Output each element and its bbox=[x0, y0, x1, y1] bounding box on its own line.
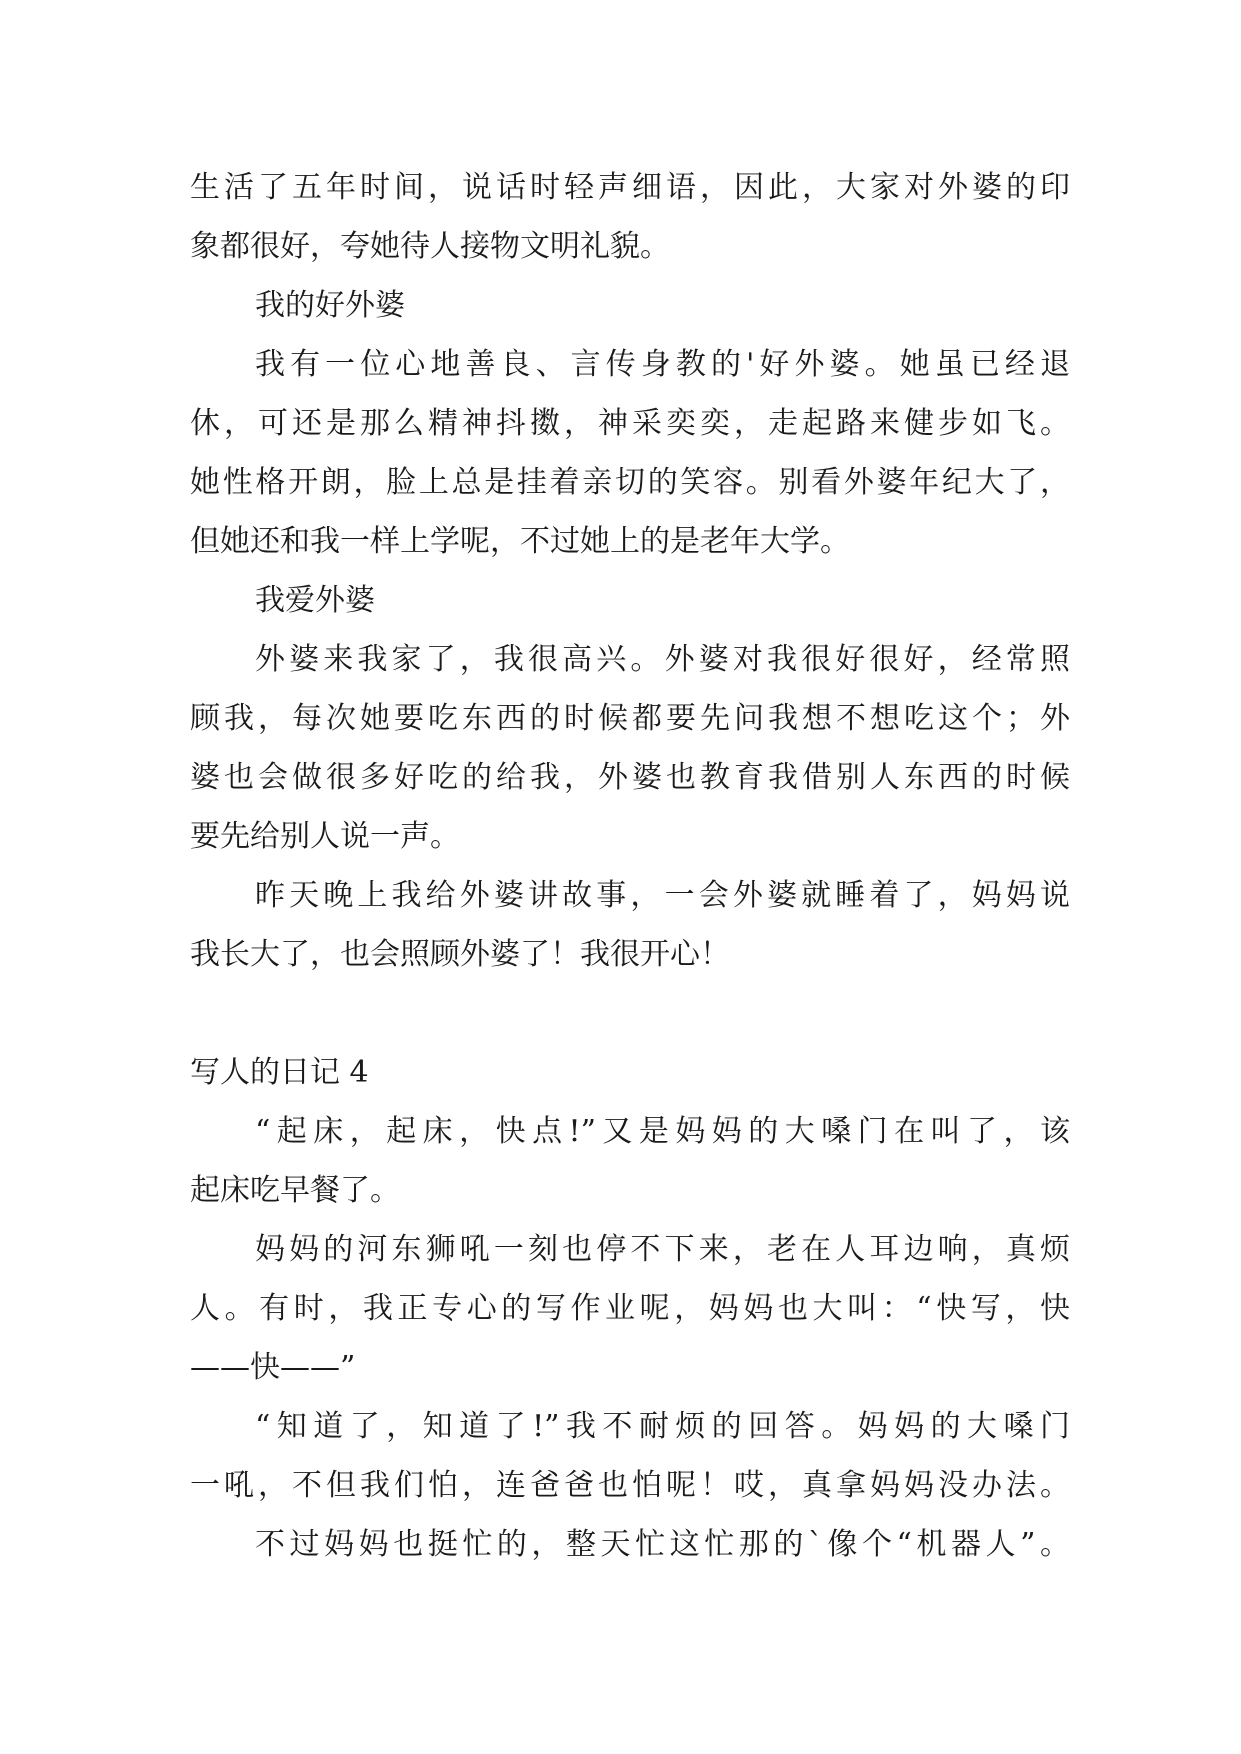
paragraph-6 bbox=[190, 1397, 1070, 1515]
paragraph-1 bbox=[190, 335, 1070, 571]
paragraph-line: 昨天晚上我给外婆讲故事，一会外婆就睡着了，妈妈说 bbox=[255, 878, 1070, 913]
paragraph-line: 妈妈的河东狮吼一刻也停不下来，老在人耳边响，真烦 bbox=[255, 1232, 1070, 1267]
paragraph-5 bbox=[190, 1220, 1070, 1397]
paragraph-line: 生活了五年时间，说话时轻声细语，因此，大家对外婆的印 bbox=[190, 170, 1070, 205]
document-body bbox=[190, 158, 1070, 1574]
section-title: 写人的日记 4 bbox=[190, 1055, 369, 1090]
paragraph-3 bbox=[190, 866, 1070, 984]
paragraph-line: 婆也会做很多好吃的给我，外婆也教育我借别人东西的时候 bbox=[190, 760, 1070, 795]
paragraph-line: 休，可还是那么精神抖擞，神采奕奕，走起路来健步如飞。 bbox=[190, 406, 1070, 441]
paragraph-line: 外婆来我家了，我很高兴。外婆对我很好很好，经常照 bbox=[255, 642, 1070, 677]
paragraph-line: 人。有时，我正专心的写作业呢，妈妈也大叫：“快写，快 bbox=[190, 1291, 1070, 1326]
paragraph-2 bbox=[190, 630, 1070, 866]
paragraph-4 bbox=[190, 1102, 1070, 1220]
section-spacer bbox=[190, 984, 1070, 1043]
paragraph-7 bbox=[190, 1515, 1070, 1574]
paragraph-line: “知道了，知道了!”我不耐烦的回答。妈妈的大嗓门 bbox=[255, 1409, 1070, 1444]
paragraph-line: 起床吃早餐了。 bbox=[190, 1173, 400, 1208]
paragraph-line: 她性格开朗，脸上总是挂着亲切的笑容。别看外婆年纪大了， bbox=[190, 465, 1070, 500]
paragraph-line: “起床，起床，快点!”又是妈妈的大嗓门在叫了，该 bbox=[255, 1114, 1070, 1149]
paragraph-line: ——快——” bbox=[190, 1350, 356, 1385]
paragraph-line: 象都很好，夸她待人接物文明礼貌。 bbox=[190, 229, 670, 264]
paragraph-line: 不过妈妈也挺忙的，整天忙这忙那的`像个“机器人”。 bbox=[255, 1527, 1070, 1562]
intro-paragraph bbox=[190, 158, 1070, 276]
paragraph-line: 一吼，不但我们怕，连爸爸也怕呢！哎，真拿妈妈没办法。 bbox=[190, 1468, 1070, 1503]
paragraph-line: 顾我，每次她要吃东西的时候都要先问我想不想吃这个；外 bbox=[190, 701, 1070, 736]
paragraph-line: 我长大了，也会照顾外婆了！我很开心！ bbox=[190, 937, 730, 972]
heading-my-good-grandma: 我的好外婆 bbox=[255, 288, 405, 323]
paragraph-line: 我有一位心地善良、言传身教的'好外婆。她虽已经退 bbox=[255, 347, 1070, 382]
heading-i-love-grandma: 我爱外婆 bbox=[255, 583, 375, 618]
paragraph-line: 但她还和我一样上学呢，不过她上的是老年大学。 bbox=[190, 524, 850, 559]
paragraph-line: 要先给别人说一声。 bbox=[190, 819, 460, 854]
